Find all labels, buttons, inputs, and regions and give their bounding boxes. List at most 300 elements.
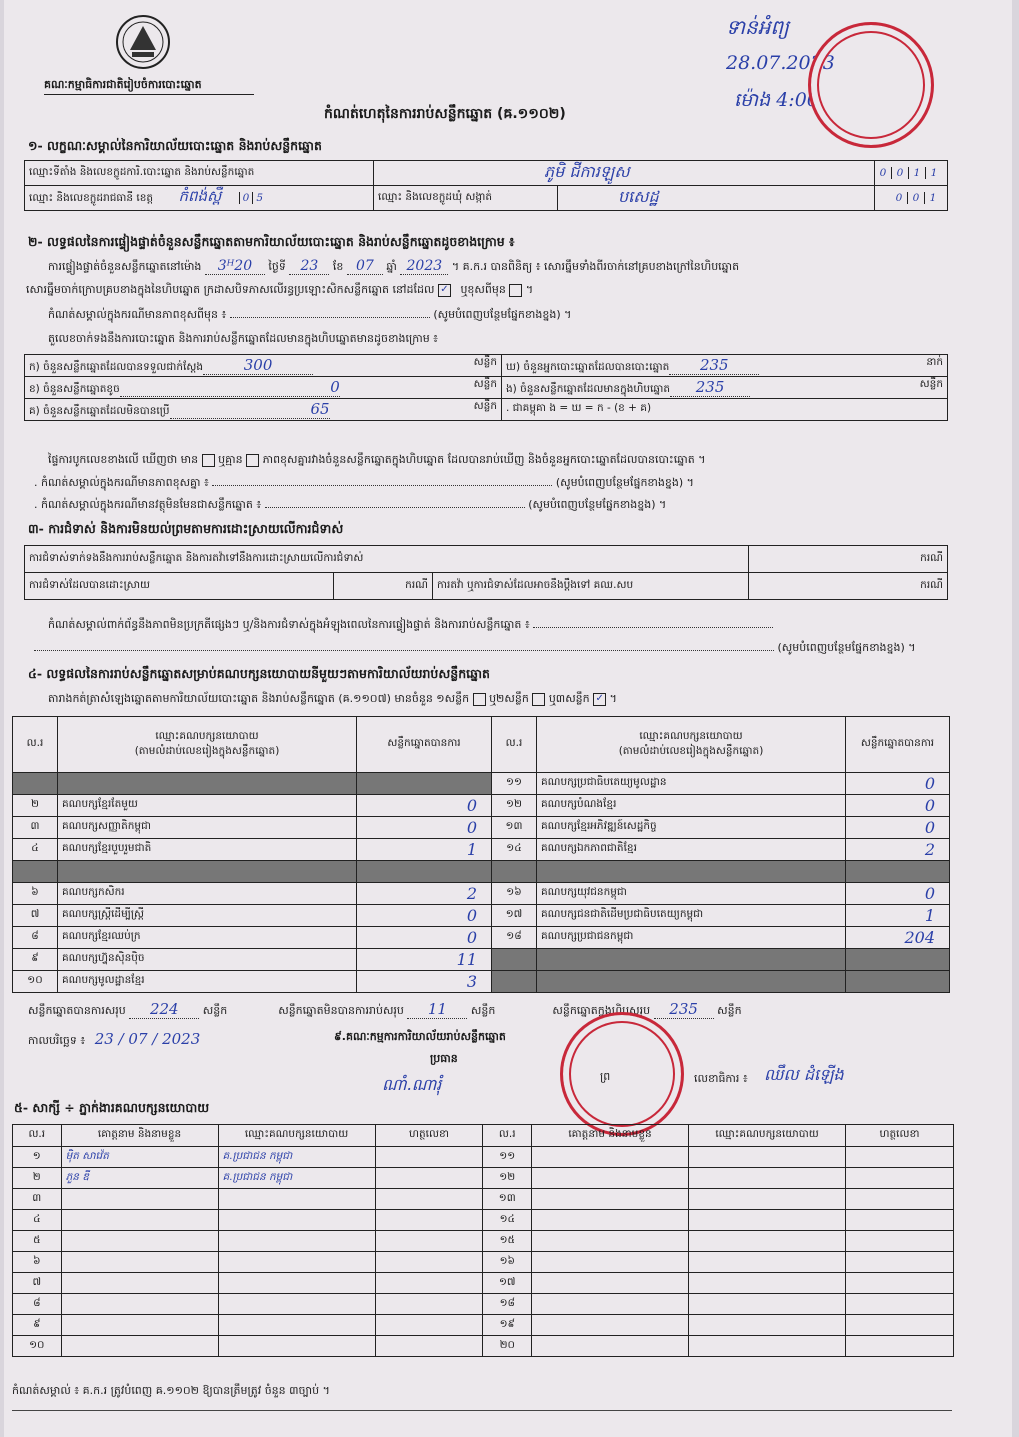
witness-row — [13, 1252, 954, 1273]
party-no-left: ៤ — [13, 839, 58, 861]
foreign-object-field[interactable] — [265, 507, 525, 508]
party-votes-right — [846, 949, 950, 971]
witness-col-header: ហត្ថលេខា — [375, 1125, 483, 1147]
witness-row — [13, 1336, 954, 1357]
total-valid-unit: សន្លឹក — [202, 1004, 228, 1017]
party-name-left: គណបក្សហ្វ៊ុនស៊ិនប៉ិច — [58, 949, 357, 971]
witness-party — [218, 1315, 375, 1336]
party-votes-right: 1 — [846, 905, 950, 927]
verify-lock-text: ។ គ.ក.រ បានពិនិត្យ ៖ សោរធ្នឹមទាំងពីរចាក់នៅគ្របខាងក្រៅនៃហិបឆ្នោត — [451, 260, 740, 273]
spoiled-ballots-value: 0 — [120, 378, 340, 397]
received-ballots-unit: សន្លឹក — [473, 355, 497, 368]
witness-signature[interactable] — [375, 1294, 483, 1315]
voters-label: ឃ) ចំនួនអ្នកបោះឆ្នោតដែលបានបោះឆ្នោត — [506, 360, 670, 373]
discrepancy-note-hint: (សូមបំពេញបន្ថែមផ្នែកខាងខ្នង) ។ — [555, 476, 694, 489]
party-votes-right: 0 — [846, 817, 950, 839]
irregularity-note-line — [48, 618, 773, 634]
party-no-right — [492, 949, 537, 971]
party-no-left: ៣ — [13, 817, 58, 839]
seal-status-text: សោរធ្នឹមចាក់ក្រោបគ្របខាងក្នុងនៃហិបឆ្នោត ក្រដាសបិទភាសលើរន្ធប្រឡោះសិកសន្លឹកឆ្នោត នៅដដែល — [26, 283, 435, 296]
party-votes-left: 11 — [357, 949, 492, 971]
witness-party[interactable] — [688, 1147, 845, 1168]
party-name-right: គណបក្សខ្មែរអភិវឌ្ឍន៍សេដ្ឋកិច្ច — [537, 817, 846, 839]
witness-signature[interactable] — [375, 1168, 483, 1189]
total-invalid-label: សន្លឹកឆ្នោតមិនបានការរាប់សរុប — [278, 1004, 404, 1017]
discrepancy-note-label: . កំណត់សម្គាល់ក្នុងករណីមានភាពខុសគ្នា ៖ — [34, 476, 209, 489]
party-name-left: គណបក្សស្ត្រីដើម្បីស្ត្រី — [58, 905, 357, 927]
seal-changed-label: ឬខុសពីមុន — [460, 283, 506, 296]
province-label — [25, 186, 374, 211]
witness-no: ៤ — [13, 1210, 62, 1231]
received-ballots-cell — [25, 355, 502, 377]
tally-one-sheet-checkbox[interactable] — [473, 693, 486, 706]
party-no-left — [13, 861, 58, 883]
discrepancy-no-label: ឬគ្មាន — [218, 453, 243, 466]
witness-party[interactable] — [688, 1273, 845, 1294]
col-votes-left: សន្លឹកឆ្នោតបានការ — [357, 717, 492, 773]
party-row — [13, 773, 950, 795]
party-name-left: គណបក្សមូលដ្ឋានខ្មែរ — [58, 971, 357, 993]
witness-row — [13, 1147, 954, 1168]
witness-signature[interactable] — [846, 1168, 954, 1189]
witness-signature[interactable] — [375, 1315, 483, 1336]
party-votes-left: 0 — [357, 817, 492, 839]
witness-row — [13, 1168, 954, 1189]
tally-sheet-label: តារាងកត់ត្រាសំឡេងឆ្នោតតាមការិយាល័យបោះឆ្នោត និងរាប់សន្លឹកឆ្នោត (ឝ.១១០៧) មានចំនួន ១សន្លឹក — [48, 692, 470, 705]
party-row — [13, 971, 950, 993]
party-no-right: ១៤ — [492, 839, 537, 861]
party-no-left: ៩ — [13, 949, 58, 971]
witness-no: ១១ — [483, 1147, 532, 1168]
party-row — [13, 795, 950, 817]
party-no-left: ២ — [13, 795, 58, 817]
witness-no: ១៧ — [483, 1273, 532, 1294]
voters-value: 235 — [669, 356, 759, 375]
party-name-left: គណបក្សខ្មែរឈប់ក្រ — [58, 927, 357, 949]
party-name-right: គណបក្សប្រជាធិបតេយ្យមូលដ្ឋាន — [537, 773, 846, 795]
party-votes-left: 0 — [357, 927, 492, 949]
party-name-left: គណបក្សសញ្ញាតិកម្ពុជា — [58, 817, 357, 839]
party-votes-right — [846, 971, 950, 993]
party-votes-right: 0 — [846, 795, 950, 817]
party-row — [13, 817, 950, 839]
witness-name[interactable] — [532, 1231, 689, 1252]
witness-name — [61, 1189, 218, 1210]
party-votes-left — [357, 773, 492, 795]
witness-signature[interactable] — [846, 1315, 954, 1336]
witness-no: ១ — [13, 1147, 62, 1168]
section1-heading: ១- លក្ខណៈសម្គាល់នៃការិយាល័យបោះឆ្នោត និងរាប់សន្លឹកឆ្នោត — [28, 138, 322, 153]
location-code-digit: 0 — [892, 167, 909, 179]
witness-no: ១៨ — [483, 1294, 532, 1315]
secretary-label: លេខាធិការ ៖ — [694, 1072, 748, 1085]
tally-sheet-line: តារាងកត់ត្រាសំឡេងឆ្នោតតាមការិយាល័យបោះឆ្នោត និងរាប់សន្លឹកឆ្នោត (ឝ.១១០៧) មានចំនួន ១សន្លឹក ឬ២សន្លឹក ឬ៣សន្លឹក ✓ ។ — [48, 692, 617, 705]
witness-header-row — [13, 1125, 954, 1147]
witness-party[interactable] — [688, 1189, 845, 1210]
witness-party: គ.ប្រជាជន កម្ពុជា — [218, 1168, 375, 1189]
location-code-digit: 1 — [930, 167, 938, 179]
complaints-table — [24, 545, 948, 600]
unused-ballots-value: 65 — [170, 400, 330, 419]
party-no-right: ១៦ — [492, 883, 537, 905]
witness-no: ១២ — [483, 1168, 532, 1189]
witness-name[interactable] — [532, 1168, 689, 1189]
document-page — [4, 0, 1012, 1437]
witness-party[interactable] — [688, 1168, 845, 1189]
party-name-right: គណបក្សឯកភាពជាតិខ្មែរ — [537, 839, 846, 861]
received-annotation-3: ម៉ោង 4:00 — [734, 89, 819, 111]
total-box-label: សន្លឹកឆ្នោតក្នុងហិបសរុប — [552, 1004, 651, 1017]
witness-no: ២ — [13, 1168, 62, 1189]
change-note-field[interactable] — [230, 317, 430, 318]
location-label: ឈ្មោះទីតាំង និងលេខក្លូដការិ.បោះឆ្នោត និងរាប់សន្លឹកឆ្នោត — [25, 161, 374, 186]
total-invalid-unit: សន្លឹក — [470, 1004, 496, 1017]
change-note-label: កំណត់សម្គាល់ក្នុងករណីមានភាពខុសពីមុន ៖ — [48, 308, 227, 321]
party-no-right — [492, 861, 537, 883]
complaint-appeal-label: ការតវ៉ា ឬការជំទាស់ដែលអាចនឹងប្តឹងទៅ គឈ.សប — [433, 573, 749, 600]
received-ballots-value: 300 — [203, 356, 313, 375]
ballot-count-table — [24, 354, 948, 421]
party-votes-left: 3 — [357, 971, 492, 993]
nec-logo-icon — [112, 14, 174, 72]
witness-signature[interactable] — [846, 1210, 954, 1231]
discrepancy-yes-checkbox[interactable] — [202, 454, 215, 467]
witness-no: ៩ — [13, 1315, 62, 1336]
received-ballots-label: ក) ចំនួនសន្លឹកឆ្នោតដែលបានទទួលជាក់ស្តែង — [29, 360, 204, 373]
irregularity-note-field[interactable] — [533, 627, 773, 628]
witness-party[interactable] — [688, 1231, 845, 1252]
col-party-right — [537, 717, 846, 773]
party-no-right: ១៨ — [492, 927, 537, 949]
party-name-left — [58, 773, 357, 795]
party-name-right: គណបក្សប្រជាជនកម្ពុជា — [537, 927, 846, 949]
party-no-left: ១០ — [13, 971, 58, 993]
verify-month-label: ខែ — [332, 260, 344, 273]
witness-no: ៧ — [13, 1273, 62, 1294]
party-no-right: ១២ — [492, 795, 537, 817]
party-votes-right: 204 — [846, 927, 950, 949]
discrepancy-note-line — [34, 476, 694, 492]
party-name-right: គណបក្សជនជាតិដើមប្រជាធិបតេយ្យកម្ពុជា — [537, 905, 846, 927]
box-ballots-cell — [502, 377, 948, 399]
party-name-right — [537, 861, 846, 883]
witness-col-header: គោត្តនាម និងនាមខ្លួន — [532, 1125, 689, 1147]
commune-code-digit: 0 — [908, 192, 925, 204]
secretary-signature: ឈឹល ដំឡើង — [764, 1065, 844, 1084]
irregularity-note-hint: (សូមបំពេញបន្ថែមផ្នែកខាងខ្នង) ។ — [777, 641, 916, 654]
witness-signature[interactable] — [846, 1189, 954, 1210]
discrepancy-desc: ភាពខុសគ្នារវាងចំនួនសន្លឹកឆ្នោតក្នុងហិបឆ្នោត ដែលបានរាប់ឃើញ និងចំនួនអ្នកបោះឆ្នោតដែលបានបោះឆ្នោត ។ — [262, 453, 706, 466]
official-stamp-top — [808, 22, 934, 148]
section1-table — [24, 160, 948, 211]
verify-day: 23 — [289, 258, 329, 275]
witness-party — [218, 1273, 375, 1294]
party-votes-left — [357, 861, 492, 883]
witness-name[interactable] — [532, 1189, 689, 1210]
witness-col-header: ល.រ — [13, 1125, 62, 1147]
witness-no: ១៣ — [483, 1189, 532, 1210]
witness-party — [218, 1252, 375, 1273]
party-row — [13, 905, 950, 927]
party-name-right: គណបក្សយុវជនកម្ពុជា — [537, 883, 846, 905]
total-valid-label: សន្លឹកឆ្នោតបានការសរុប — [28, 1004, 126, 1017]
witness-signature[interactable] — [375, 1273, 483, 1294]
party-votes-left: 1 — [357, 839, 492, 861]
spoiled-ballots-unit: សន្លឹក — [473, 377, 497, 390]
committee-title: ៩.គណៈកម្មការការិយាល័យរាប់សន្លឹកឆ្នោត — [334, 1030, 506, 1043]
tally-three-label: ឬ៣សន្លឹក — [548, 692, 590, 705]
box-ballots-unit: សន្លឹក — [919, 377, 943, 390]
party-row — [13, 949, 950, 971]
witness-name — [61, 1273, 218, 1294]
col-no-right: ល.រ — [492, 717, 537, 773]
col-votes-right: សន្លឹកឆ្នោតបានការ — [846, 717, 950, 773]
witness-row — [13, 1189, 954, 1210]
witness-signature[interactable] — [846, 1147, 954, 1168]
party-no-right: ១៧ — [492, 905, 537, 927]
complaint-counting-label: ការជំទាស់ទាក់ទងនឹងការរាប់សន្លឹកឆ្នោត និងការតវ៉ាទៅនឹងការដោះស្រាយលើការជំទាស់ — [25, 546, 749, 573]
verification-line-4: តួលេខចាក់ទងនឹងការបោះឆ្នោត និងការរាប់សន្លឹកឆ្នោតដែលមានក្នុងហិបឆ្នោតមានដូចខាងក្រោម ៖ — [48, 332, 439, 345]
box-ballots-value: 235 — [670, 378, 750, 397]
tally-two-label: ឬ២សន្លឹក — [489, 692, 529, 705]
party-row — [13, 883, 950, 905]
witness-name[interactable] — [532, 1336, 689, 1357]
witness-name — [61, 1294, 218, 1315]
witness-signature[interactable] — [375, 1336, 483, 1357]
commune-value: បសេដ្ឋ — [558, 186, 875, 211]
total-box-value: 235 — [654, 1000, 714, 1019]
party-name-left: គណបក្សកសិករ — [58, 883, 357, 905]
complaint-appeal-unit: ករណី — [749, 573, 948, 600]
verify-day-label: ថ្ងៃទី — [268, 260, 286, 273]
party-rows — [13, 773, 950, 993]
voters-cell — [502, 355, 948, 377]
verify-time: 3ᴴ20 — [205, 258, 265, 275]
party-row — [13, 839, 950, 861]
col-party-right-title: ឈ្មោះគណបក្សនយោបាយ — [639, 729, 743, 742]
witness-name[interactable] — [532, 1315, 689, 1336]
chair-label: ប្រធាន — [430, 1052, 458, 1065]
witness-name[interactable] — [532, 1273, 689, 1294]
seal-unchanged-checkbox[interactable]: ✓ — [438, 284, 451, 297]
spoiled-ballots-label: ខ) ចំនួនសន្លឹកឆ្នោតខូច — [29, 382, 120, 395]
witness-party — [218, 1231, 375, 1252]
box-ballots-label: ង) ចំនួនសន្លឹកឆ្នោតដែលមានក្នុងហិបឆ្នោត — [506, 382, 671, 395]
witness-signature[interactable] — [846, 1294, 954, 1315]
witness-signature[interactable] — [846, 1231, 954, 1252]
witness-col-header: ឈ្មោះគណបក្សនយោបាយ — [218, 1125, 375, 1147]
member-label: ព្រ — [600, 1070, 611, 1083]
unused-ballots-label: គ) ចំនួនសន្លឹកឆ្នោតដែលមិនបានប្រើ — [29, 404, 170, 417]
total-invalid-value: 11 — [407, 1000, 467, 1019]
witness-no: ១៤ — [483, 1210, 532, 1231]
witness-signature[interactable] — [846, 1336, 954, 1357]
complaint-resolved-label: ការជំទាស់ដែលបានដោះស្រាយ — [25, 573, 334, 600]
discrepancy-no-checkbox[interactable] — [246, 454, 259, 467]
witness-name[interactable] — [532, 1252, 689, 1273]
witness-name — [61, 1336, 218, 1357]
witness-row — [13, 1273, 954, 1294]
witness-party[interactable] — [688, 1252, 845, 1273]
section3-heading: ៣- ការជំទាស់ និងការមិនយល់ព្រមតាមការដោះស្រាយលើការជំទាស់ — [28, 521, 344, 536]
party-name-right: គណបក្សបំណងខ្មែរ — [537, 795, 846, 817]
official-stamp-bottom — [560, 1012, 684, 1136]
witness-no: ៨ — [13, 1294, 62, 1315]
party-row — [13, 861, 950, 883]
verification-line-2: សោរធ្នឹមចាក់ក្រោបគ្របខាងក្នុងនៃហិបឆ្នោត ក្រដាសបិទភាសលើរន្ធប្រឡោះសិកសន្លឹកឆ្នោត នៅដដែល ✓ ឬខុសពីមុន ។ — [26, 283, 534, 296]
witness-party — [218, 1210, 375, 1231]
witness-name[interactable] — [532, 1147, 689, 1168]
party-votes-left: 2 — [357, 883, 492, 905]
change-note-hint: (សូមបំពេញបន្ថែមផ្នែកខាងខ្នង) ។ — [433, 308, 572, 321]
witness-party[interactable] — [688, 1336, 845, 1357]
section2-heading: ២- លទ្ធផលនៃការផ្ទៀងផ្ទាត់ចំនួនសន្លឹកឆ្នោតតាមការិយាល័យបោះឆ្នោត និងរាប់សន្លឹកឆ្នោតដូចខាងក្រោម ៖ — [28, 234, 515, 249]
org-underline — [44, 94, 254, 95]
party-votes-right: 0 — [846, 883, 950, 905]
party-votes-right — [846, 861, 950, 883]
commune-label: ឈ្មោះ និងលេខក្លូដឃុំ សង្កាត់ — [374, 186, 558, 211]
province-label-text: ឈ្មោះ និងលេខក្លូដរាជធានី ខេត្ត — [29, 192, 154, 204]
witness-party — [218, 1294, 375, 1315]
party-no-left: ៦ — [13, 883, 58, 905]
col-party-left-title: ឈ្មោះគណបក្សនយោបាយ — [155, 729, 259, 742]
witness-name[interactable] — [532, 1294, 689, 1315]
witness-name — [61, 1252, 218, 1273]
chair-signature: ណាំ.ណារុំ — [382, 1075, 442, 1094]
footer-line — [12, 1410, 952, 1411]
received-annotation-2: 28.07.2023 — [726, 52, 835, 74]
commune-code-digit: 1 — [929, 192, 937, 204]
col-party-right-sub: (តាមលំដាប់លេខរៀងក្នុងសន្លឹកឆ្នោត) — [618, 744, 764, 757]
witness-signature[interactable] — [375, 1147, 483, 1168]
witness-party[interactable] — [688, 1294, 845, 1315]
party-no-right: ១៣ — [492, 817, 537, 839]
unused-ballots-unit: សន្លឹក — [473, 399, 497, 412]
witness-signature[interactable] — [375, 1231, 483, 1252]
witness-no: ៦ — [13, 1252, 62, 1273]
party-name-right — [537, 971, 846, 993]
witness-col-header: ល.រ — [483, 1125, 532, 1147]
verify-year-label: ឆ្នាំ — [386, 260, 397, 273]
party-votes-left: 0 — [357, 905, 492, 927]
witness-row — [13, 1315, 954, 1336]
party-name-left: គណបក្សខ្មែរតែមួយ — [58, 795, 357, 817]
witness-no: ១៦ — [483, 1252, 532, 1273]
party-name-right — [537, 949, 846, 971]
tally-three-sheet-checkbox[interactable]: ✓ — [593, 693, 606, 706]
form-title: កំណត់ហេតុនៃការរាប់សន្លឹកឆ្នោត (ឝ.១១០២) — [324, 106, 566, 122]
col-party-left-sub: (តាមលំដាប់លេខរៀងក្នុងសន្លឹកឆ្នោត) — [134, 744, 280, 757]
col-party-left — [58, 717, 357, 773]
verification-line-1 — [48, 258, 739, 276]
spoiled-ballots-cell — [25, 377, 502, 399]
section4-heading: ៤- លទ្ធផលនៃការរាប់សន្លឹកឆ្នោតសម្រាប់គណបក្សនយោបាយនីមួយៗតាមការិយាល័យរាប់សន្លឹកឆ្នោត — [28, 666, 490, 681]
party-no-left: ៧ — [13, 905, 58, 927]
discrepancy-label: ផ្ទៃការបូកលេខខាងលើ ឃើញថា មាន — [48, 453, 199, 466]
org-name: គណៈកម្មាធិការជាតិរៀបចំការបោះឆ្នោត — [44, 78, 202, 91]
witness-no: ៥ — [13, 1231, 62, 1252]
witness-no: ១៥ — [483, 1231, 532, 1252]
discrepancy-line — [48, 453, 705, 469]
formula-cell: . ជាគម្ពុគា ង = ឃ = ក - (ខ + គ) — [502, 399, 948, 421]
seal-changed-checkbox[interactable] — [509, 284, 522, 297]
irregularity-note-line-2 — [34, 641, 916, 657]
witness-name[interactable] — [532, 1210, 689, 1231]
witness-signature[interactable] — [846, 1252, 954, 1273]
witness-name — [61, 1231, 218, 1252]
party-votes-left: 0 — [357, 795, 492, 817]
unused-ballots-cell — [25, 399, 502, 421]
witness-party[interactable] — [688, 1210, 845, 1231]
party-name-left — [58, 861, 357, 883]
witness-signature[interactable] — [375, 1210, 483, 1231]
location-code-digit: 0 — [875, 167, 892, 179]
location-code — [875, 161, 948, 186]
verify-year: 2023 — [400, 258, 448, 275]
witness-party — [218, 1336, 375, 1357]
province-code: 0 — [239, 192, 253, 204]
irregularity-note-label: កំណត់សម្គាល់ពាក់ព័ន្ធនឹងភាពមិនប្រក្រតីផ្សេងៗ ឬ/និងការជំទាស់ក្នុងអំឡុងពេលនៃការផ្ទៀងផ្ទាត់ និងការរាប់សន្លឹកឆ្នោត ៖ — [48, 618, 530, 631]
province-value: កំពង់ស្ពឺ — [178, 187, 222, 205]
witness-name: ភួន ឌី — [61, 1168, 218, 1189]
witness-signature[interactable] — [375, 1189, 483, 1210]
verify-time-label: ការផ្ទៀងផ្ទាត់ចំនួនសន្លឹកឆ្នោតនៅម៉ោង — [48, 260, 202, 273]
witness-row — [13, 1210, 954, 1231]
commune-code — [875, 186, 948, 211]
witness-col-header: ហត្ថលេខា — [846, 1125, 954, 1147]
witness-row — [13, 1294, 954, 1315]
verify-month: 07 — [347, 258, 383, 275]
witness-signature[interactable] — [375, 1252, 483, 1273]
witness-no: ២០ — [483, 1336, 532, 1357]
party-no-right: ១១ — [492, 773, 537, 795]
party-no-right — [492, 971, 537, 993]
discrepancy-note-field[interactable] — [212, 485, 552, 486]
witness-col-header: គោត្តនាម និងនាមខ្លួន — [61, 1125, 218, 1147]
witness-row — [13, 1231, 954, 1252]
footnote: កំណត់សម្គាល់ ៖ គ.ក.រ ត្រូវបំពេញ ឝ.១១០២ ឱ្យបានត្រឹមត្រូវ ចំនួន ៣ច្បាប់ ។ — [12, 1384, 330, 1397]
section5-heading: ៥- សាក្សី ÷ ភ្នាក់ងារគណបក្សនយោបាយ — [14, 1100, 210, 1115]
irregularity-note-field-2[interactable] — [34, 650, 774, 651]
complaint-counting-unit: ករណី — [749, 546, 948, 573]
witness-rows — [13, 1147, 954, 1357]
party-votes-right: 0 — [846, 773, 950, 795]
commune-code-digit: 0 — [891, 192, 908, 204]
party-name-left: គណបក្សខ្មែរបួបរួមជាតិ — [58, 839, 357, 861]
party-no-left: ៨ — [13, 927, 58, 949]
party-votes-right: 2 — [846, 839, 950, 861]
tally-two-sheet-checkbox[interactable] — [532, 693, 545, 706]
party-results-table — [12, 716, 950, 993]
received-annotation-1: ទាន់អំព្យ — [726, 15, 790, 39]
date-label: កាលបរិច្ឆេទ ៖ — [28, 1034, 86, 1047]
complaint-resolved-unit: ករណី — [334, 573, 433, 600]
witness-signature[interactable] — [846, 1273, 954, 1294]
witness-col-header: ឈ្មោះគណបក្សនយោបាយ — [688, 1125, 845, 1147]
location-code-digit: 1 — [909, 167, 926, 179]
verification-line-3 — [48, 308, 571, 324]
voters-unit: នាក់ — [926, 355, 943, 368]
foreign-object-line — [34, 498, 666, 514]
foreign-object-hint: (សូមបំពេញបន្ថែមផ្នែកខាងខ្នង) ។ — [528, 498, 667, 511]
witness-name — [61, 1315, 218, 1336]
witness-party[interactable] — [688, 1315, 845, 1336]
date-line — [28, 1030, 200, 1050]
witness-no: ៣ — [13, 1189, 62, 1210]
party-no-left — [13, 773, 58, 795]
province-code: 5 — [252, 192, 266, 204]
party-row — [13, 927, 950, 949]
